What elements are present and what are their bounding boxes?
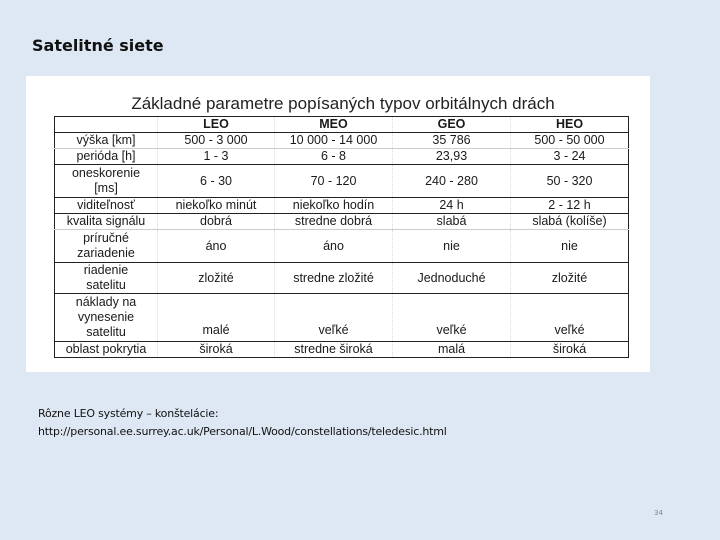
column-header-geo: GEO xyxy=(393,117,511,133)
table-row xyxy=(55,294,629,342)
cell-heo: 50 - 320 xyxy=(511,165,629,198)
row-label: oblast pokrytia xyxy=(55,342,158,358)
row-label: riadenie satelitu xyxy=(55,263,158,294)
cell-meo: 70 - 120 xyxy=(275,165,393,198)
cell-geo: 23,93 xyxy=(393,149,511,165)
constellations-note xyxy=(38,405,447,441)
cell-heo: široká xyxy=(511,342,629,358)
row-label: náklady na vynesenie satelitu xyxy=(55,294,158,342)
cell-leo: zložité xyxy=(158,263,275,294)
cell-leo: malé xyxy=(158,294,275,342)
note-text: Rôzne LEO systémy – konštelácie: xyxy=(38,407,219,420)
cell-geo: nie xyxy=(393,230,511,263)
table-row xyxy=(55,133,629,149)
table-row xyxy=(55,198,629,214)
cell-meo: 10 000 - 14 000 xyxy=(275,133,393,149)
row-label: viditeľnosť xyxy=(55,198,158,214)
column-header-heo: HEO xyxy=(511,117,629,133)
cell-geo: 35 786 xyxy=(393,133,511,149)
cell-leo: 500 - 3 000 xyxy=(158,133,275,149)
cell-leo: dobrá xyxy=(158,214,275,230)
constellations-link[interactable]: http://personal.ee.surrey.ac.uk/Personal/L.Wood/constellations/teledesic.html xyxy=(38,425,447,438)
cell-meo: stredne široká xyxy=(275,342,393,358)
cell-meo: niekoľko hodín xyxy=(275,198,393,214)
figure-title: Základné parametre popísaných typov orbitálnych drách xyxy=(131,94,555,113)
cell-leo: 6 - 30 xyxy=(158,165,275,198)
cell-heo: 3 - 24 xyxy=(511,149,629,165)
slide-title: Satelitné siete xyxy=(32,36,164,55)
cell-geo: veľké xyxy=(393,294,511,342)
orbit-parameters-figure xyxy=(26,76,650,372)
cell-geo: 240 - 280 xyxy=(393,165,511,198)
cell-heo: slabá (kolíše) xyxy=(511,214,629,230)
cell-heo: 2 - 12 h xyxy=(511,198,629,214)
row-label: perióda [h] xyxy=(55,149,158,165)
cell-geo: 24 h xyxy=(393,198,511,214)
cell-meo: stredne zložité xyxy=(275,263,393,294)
cell-heo: 500 - 50 000 xyxy=(511,133,629,149)
column-header-leo: LEO xyxy=(158,117,275,133)
cell-leo: niekoľko minút xyxy=(158,198,275,214)
cell-leo: široká xyxy=(158,342,275,358)
column-header xyxy=(55,117,158,133)
column-header-meo: MEO xyxy=(275,117,393,133)
row-label: príručné zariadenie xyxy=(55,230,158,263)
row-label: kvalita signálu xyxy=(55,214,158,230)
table-row xyxy=(55,230,629,263)
cell-geo: slabá xyxy=(393,214,511,230)
table-row xyxy=(55,149,629,165)
cell-meo: áno xyxy=(275,230,393,263)
cell-meo: stredne dobrá xyxy=(275,214,393,230)
table-row xyxy=(55,263,629,294)
table-row xyxy=(55,342,629,358)
cell-geo: Jednoduché xyxy=(393,263,511,294)
cell-meo: veľké xyxy=(275,294,393,342)
cell-heo: veľké xyxy=(511,294,629,342)
cell-meo: 6 - 8 xyxy=(275,149,393,165)
table-row xyxy=(55,165,629,198)
orbit-parameters-table xyxy=(54,116,629,358)
cell-leo: áno xyxy=(158,230,275,263)
table-row xyxy=(55,214,629,230)
page-number: 34 xyxy=(654,509,663,517)
row-label: oneskorenie [ms] xyxy=(55,165,158,198)
cell-heo: nie xyxy=(511,230,629,263)
row-label: výška [km] xyxy=(55,133,158,149)
cell-leo: 1 - 3 xyxy=(158,149,275,165)
cell-heo: zložité xyxy=(511,263,629,294)
cell-geo: malá xyxy=(393,342,511,358)
table-header-row xyxy=(55,117,629,133)
